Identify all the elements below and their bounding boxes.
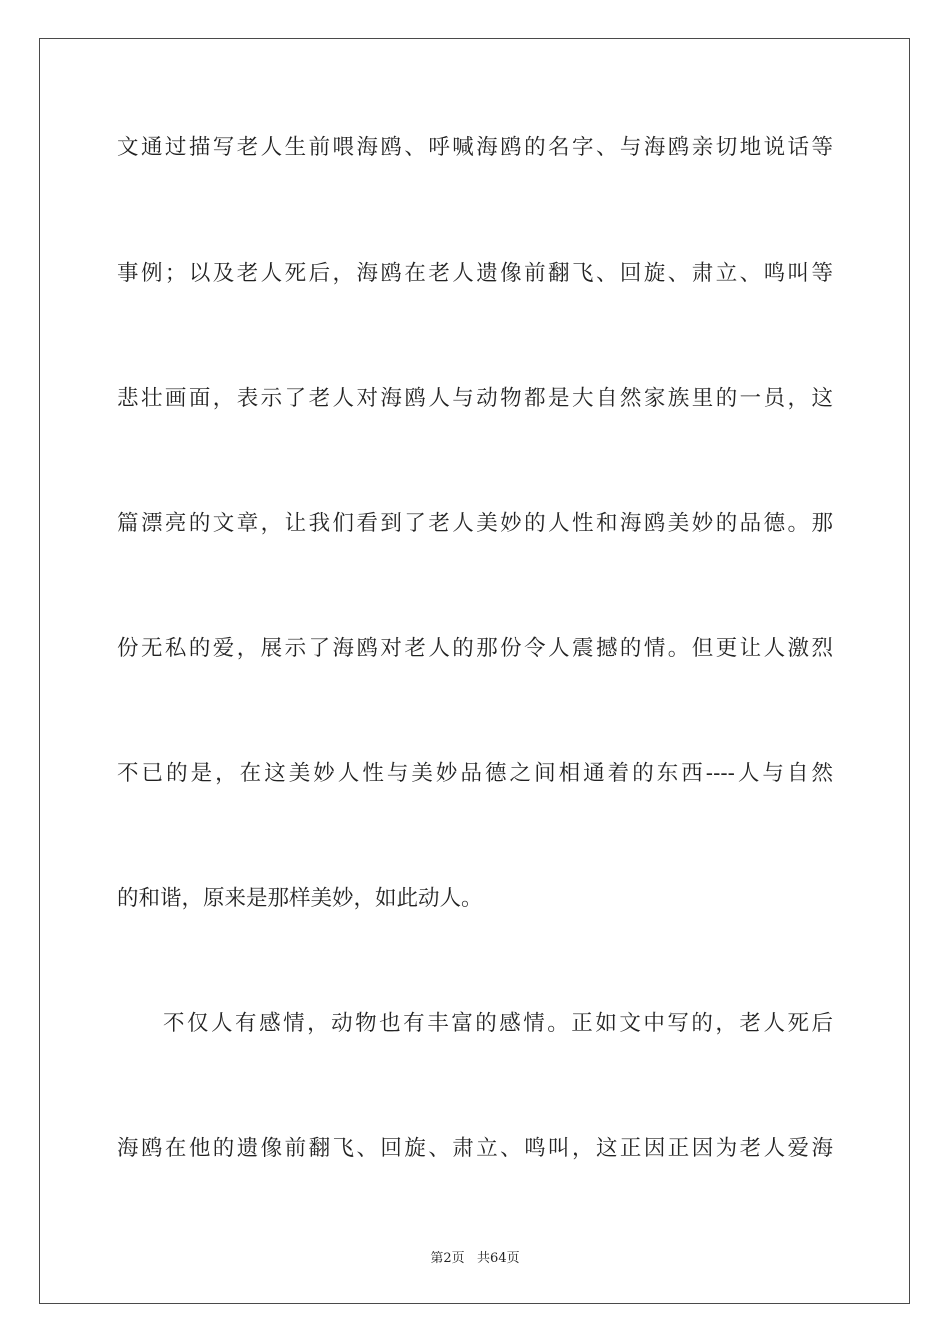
paragraph-first-line: 不仅人有感情，动物也有丰富的感情。正如文中写的，老人死后 <box>163 1011 833 1036</box>
body-text-line: 篇漂亮的文章，让我们看到了老人美妙的人性和海鸥美妙的品德。那 <box>117 511 833 536</box>
body-text-line: 文通过描写老人生前喂海鸥、呼喊海鸥的名字、与海鸥亲切地说话等 <box>117 135 833 160</box>
body-text-line: 不已的是，在这美妙人性与美妙品德之间相通着的东西----人与自然 <box>117 761 833 786</box>
body-text-line: 海鸥在他的遗像前翻飞、回旋、肃立、鸣叫，这正因正因为老人爱海 <box>117 1136 833 1161</box>
body-text-line: 事例；以及老人死后，海鸥在老人遗像前翻飞、回旋、肃立、鸣叫等 <box>117 261 833 286</box>
body-text-line: 的和谐，原来是那样美妙，如此动人。 <box>117 886 483 911</box>
page-border <box>39 38 910 1304</box>
body-text-line: 份无私的爱，展示了海鸥对老人的那份令人震撼的情。但更让人激烈 <box>117 636 833 661</box>
body-text-line: 悲壮画面，表示了老人对海鸥人与动物都是大自然家族里的一员，这 <box>117 386 833 411</box>
page-number-footer: 第2页 共64页 <box>430 1251 520 1266</box>
